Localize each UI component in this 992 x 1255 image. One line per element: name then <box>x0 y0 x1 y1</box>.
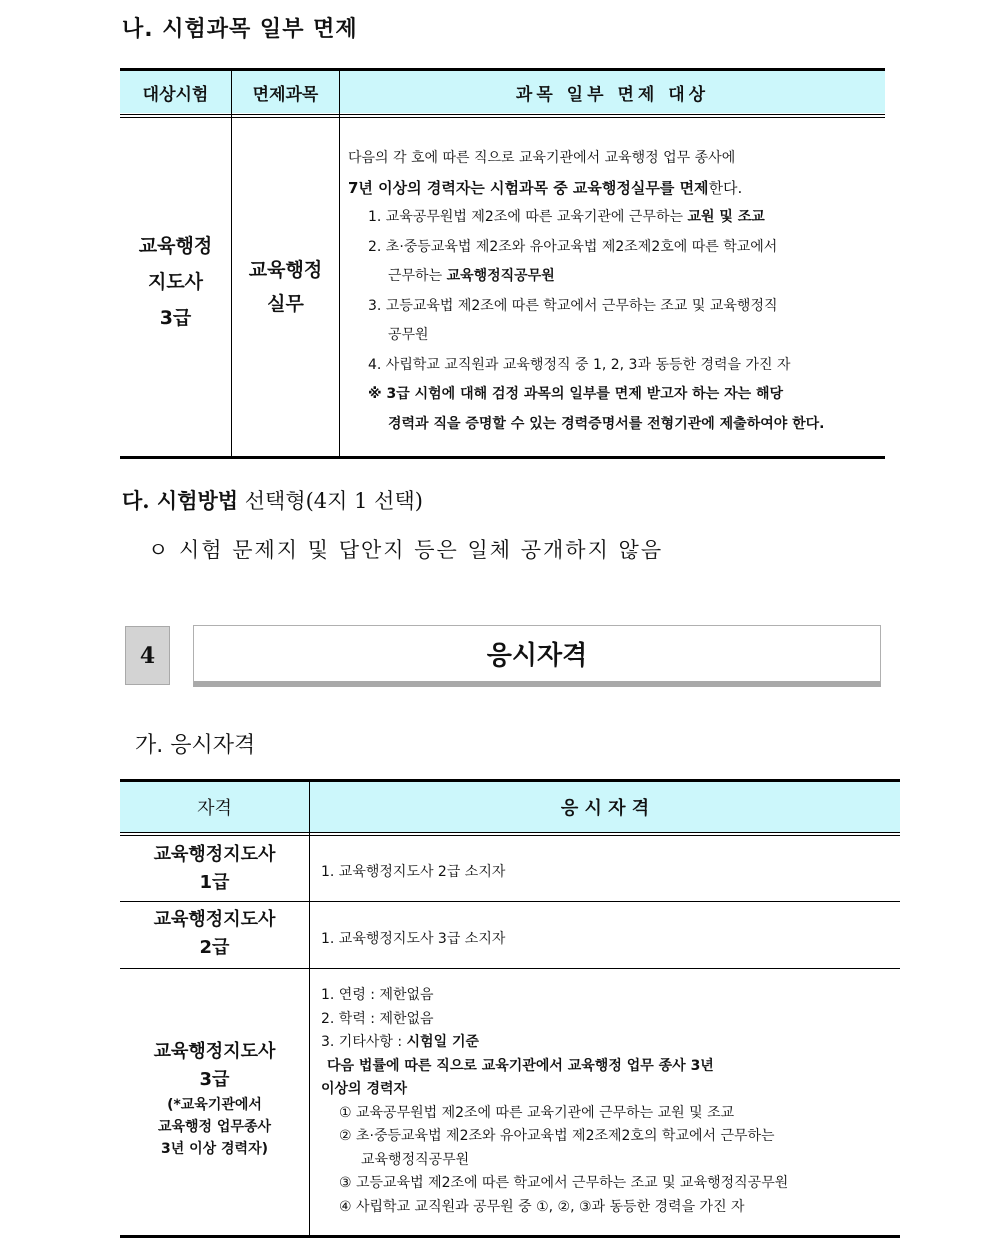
qual-name: 교육행정지도사 <box>153 844 276 865</box>
qual-note: 교육행정 업무종사 <box>157 1119 272 1135</box>
target-exam-cell <box>120 228 231 336</box>
header-eligibility: 응 시 자 격 <box>560 798 650 819</box>
column-divider <box>309 782 310 1236</box>
requirement-education: 2. 학력 : 제한없음 <box>321 1010 434 1027</box>
note-line: ※ 3급 시험에 대해 검정 과목의 일부를 면제 받고자 하는 자는 해당 <box>368 386 784 402</box>
exempt-subject-line: 교육행정 <box>248 259 323 281</box>
item-text: 1. 교육공무원법 제2조에 따른 교육기관에 근무하는 <box>368 209 683 225</box>
law-line: 이상의 경력자 <box>321 1081 408 1097</box>
table-bottom-border <box>120 456 885 459</box>
list-item: ② 초·중등교육법 제2조와 유아교육법 제2조제2호의 학교에서 근무하는 <box>339 1128 775 1144</box>
section-title-banner: 응시자격 <box>193 625 881 687</box>
item-text: 근무하는 <box>388 268 443 284</box>
intro-line <box>348 174 876 204</box>
table-row-qualification <box>120 906 309 962</box>
header-divider <box>120 832 900 833</box>
exam-method-note: ㅇ 시험 문제지 및 답안지 등은 일체 공개하지 않음 <box>148 538 664 562</box>
header-divider <box>120 114 885 115</box>
exam-method-value: 선택형(4지 1 선택) <box>244 489 423 513</box>
header-divider <box>120 835 900 836</box>
section-number-badge: 4 <box>125 626 170 685</box>
table-bottom-border <box>120 1235 900 1238</box>
section-heading-eligibility: 가. 응시자격 <box>135 733 256 758</box>
qual-note: (*교육기관에서 <box>167 1097 262 1113</box>
qual-name: 교육행정지도사 <box>153 909 276 930</box>
exemption-target-cell <box>348 144 876 439</box>
requirement-age: 1. 연령 : 제한없음 <box>321 987 434 1003</box>
table-row-description: 1. 교육행정지도사 3급 소지자 <box>321 931 506 947</box>
list-item-continued <box>348 262 876 292</box>
list-item-continued: 공무원 <box>388 327 429 343</box>
list-item: ③ 고등교육법 제2조에 따른 학교에서 근무하는 조교 및 교육행정직공무원 <box>339 1175 789 1191</box>
exempt-subject-cell <box>232 253 339 321</box>
qual-grade: 1급 <box>199 872 230 893</box>
exam-method-label: 다. 시험방법 <box>122 488 239 513</box>
requirement-other-value: 시험일 기준 <box>406 1034 480 1050</box>
list-item: ④ 사립학교 교직원과 공무원 중 ①, ②, ③과 동등한 경력을 가진 자 <box>339 1198 745 1215</box>
list-item-continued: 교육행정직공무원 <box>361 1151 470 1168</box>
table-row-description <box>321 984 788 1219</box>
item-bold-text: 교육행정직공무원 <box>446 268 555 284</box>
requirement-other-label: 3. 기타사항 : <box>321 1034 403 1050</box>
exempt-subject-line: 실무 <box>267 293 304 315</box>
exemption-table <box>120 68 885 460</box>
qual-grade: 3급 <box>199 1069 230 1090</box>
section-heading-exam-method <box>122 485 423 515</box>
header-target-exam: 대상시험 <box>142 84 209 105</box>
list-item: 2. 초·중등교육법 제2조와 유아교육법 제2조제2호에 따른 학교에서 <box>368 238 778 255</box>
row-divider <box>120 901 900 902</box>
qual-note: 3년 이상 경력자) <box>160 1141 269 1157</box>
law-line: 다음 법률에 따른 직으로 교육기관에서 교육행정 업무 종사 3년 <box>327 1057 714 1074</box>
list-item: ① 교육공무원법 제2조에 따른 교육기관에 근무하는 교원 및 조교 <box>339 1104 735 1121</box>
header-divider <box>120 117 885 118</box>
target-exam-line: 지도사 <box>147 271 204 293</box>
table-row-description: 1. 교육행정지도사 2급 소지자 <box>321 864 506 880</box>
intro-bold-text: 7년 이상의 경력자는 시험과목 중 교육행정실무를 면제 <box>348 178 709 197</box>
requirement-other <box>321 1031 788 1055</box>
qual-grade: 2급 <box>199 937 230 958</box>
list-item: 4. 사립학교 교직원과 교육행정직 중 1, 2, 3과 동등한 경력을 가진 자 <box>368 356 791 373</box>
target-exam-line: 교육행정 <box>138 235 213 257</box>
note-line: 경력과 직을 증명할 수 있는 경력증명서를 전형기관에 제출하여야 한다. <box>388 415 825 432</box>
table-row-qualification <box>120 841 309 897</box>
eligibility-table <box>120 779 900 1241</box>
section-heading-exemption: 나. 시험과목 일부 면제 <box>122 17 358 42</box>
intro-line: 다음의 각 호에 따른 직으로 교육기관에서 교육행정 업무 종사에 <box>348 150 736 166</box>
qual-name: 교육행정지도사 <box>153 1041 276 1062</box>
row-divider <box>120 968 900 969</box>
list-item: 3. 고등교육법 제2조에 따른 학교에서 근무하는 조교 및 교육행정직 <box>368 297 778 314</box>
intro-tail-text: 한다. <box>708 178 743 197</box>
header-qualification: 자격 <box>197 798 232 819</box>
list-item <box>348 203 876 233</box>
header-exemption-target: 과목 일부 면제 대상 <box>515 84 710 105</box>
target-exam-line: 3급 <box>159 307 192 329</box>
table-row-qualification <box>120 1038 309 1160</box>
item-bold-text: 교원 및 조교 <box>687 209 765 225</box>
header-exempt-subject: 면제과목 <box>252 84 319 105</box>
column-divider <box>339 71 340 457</box>
